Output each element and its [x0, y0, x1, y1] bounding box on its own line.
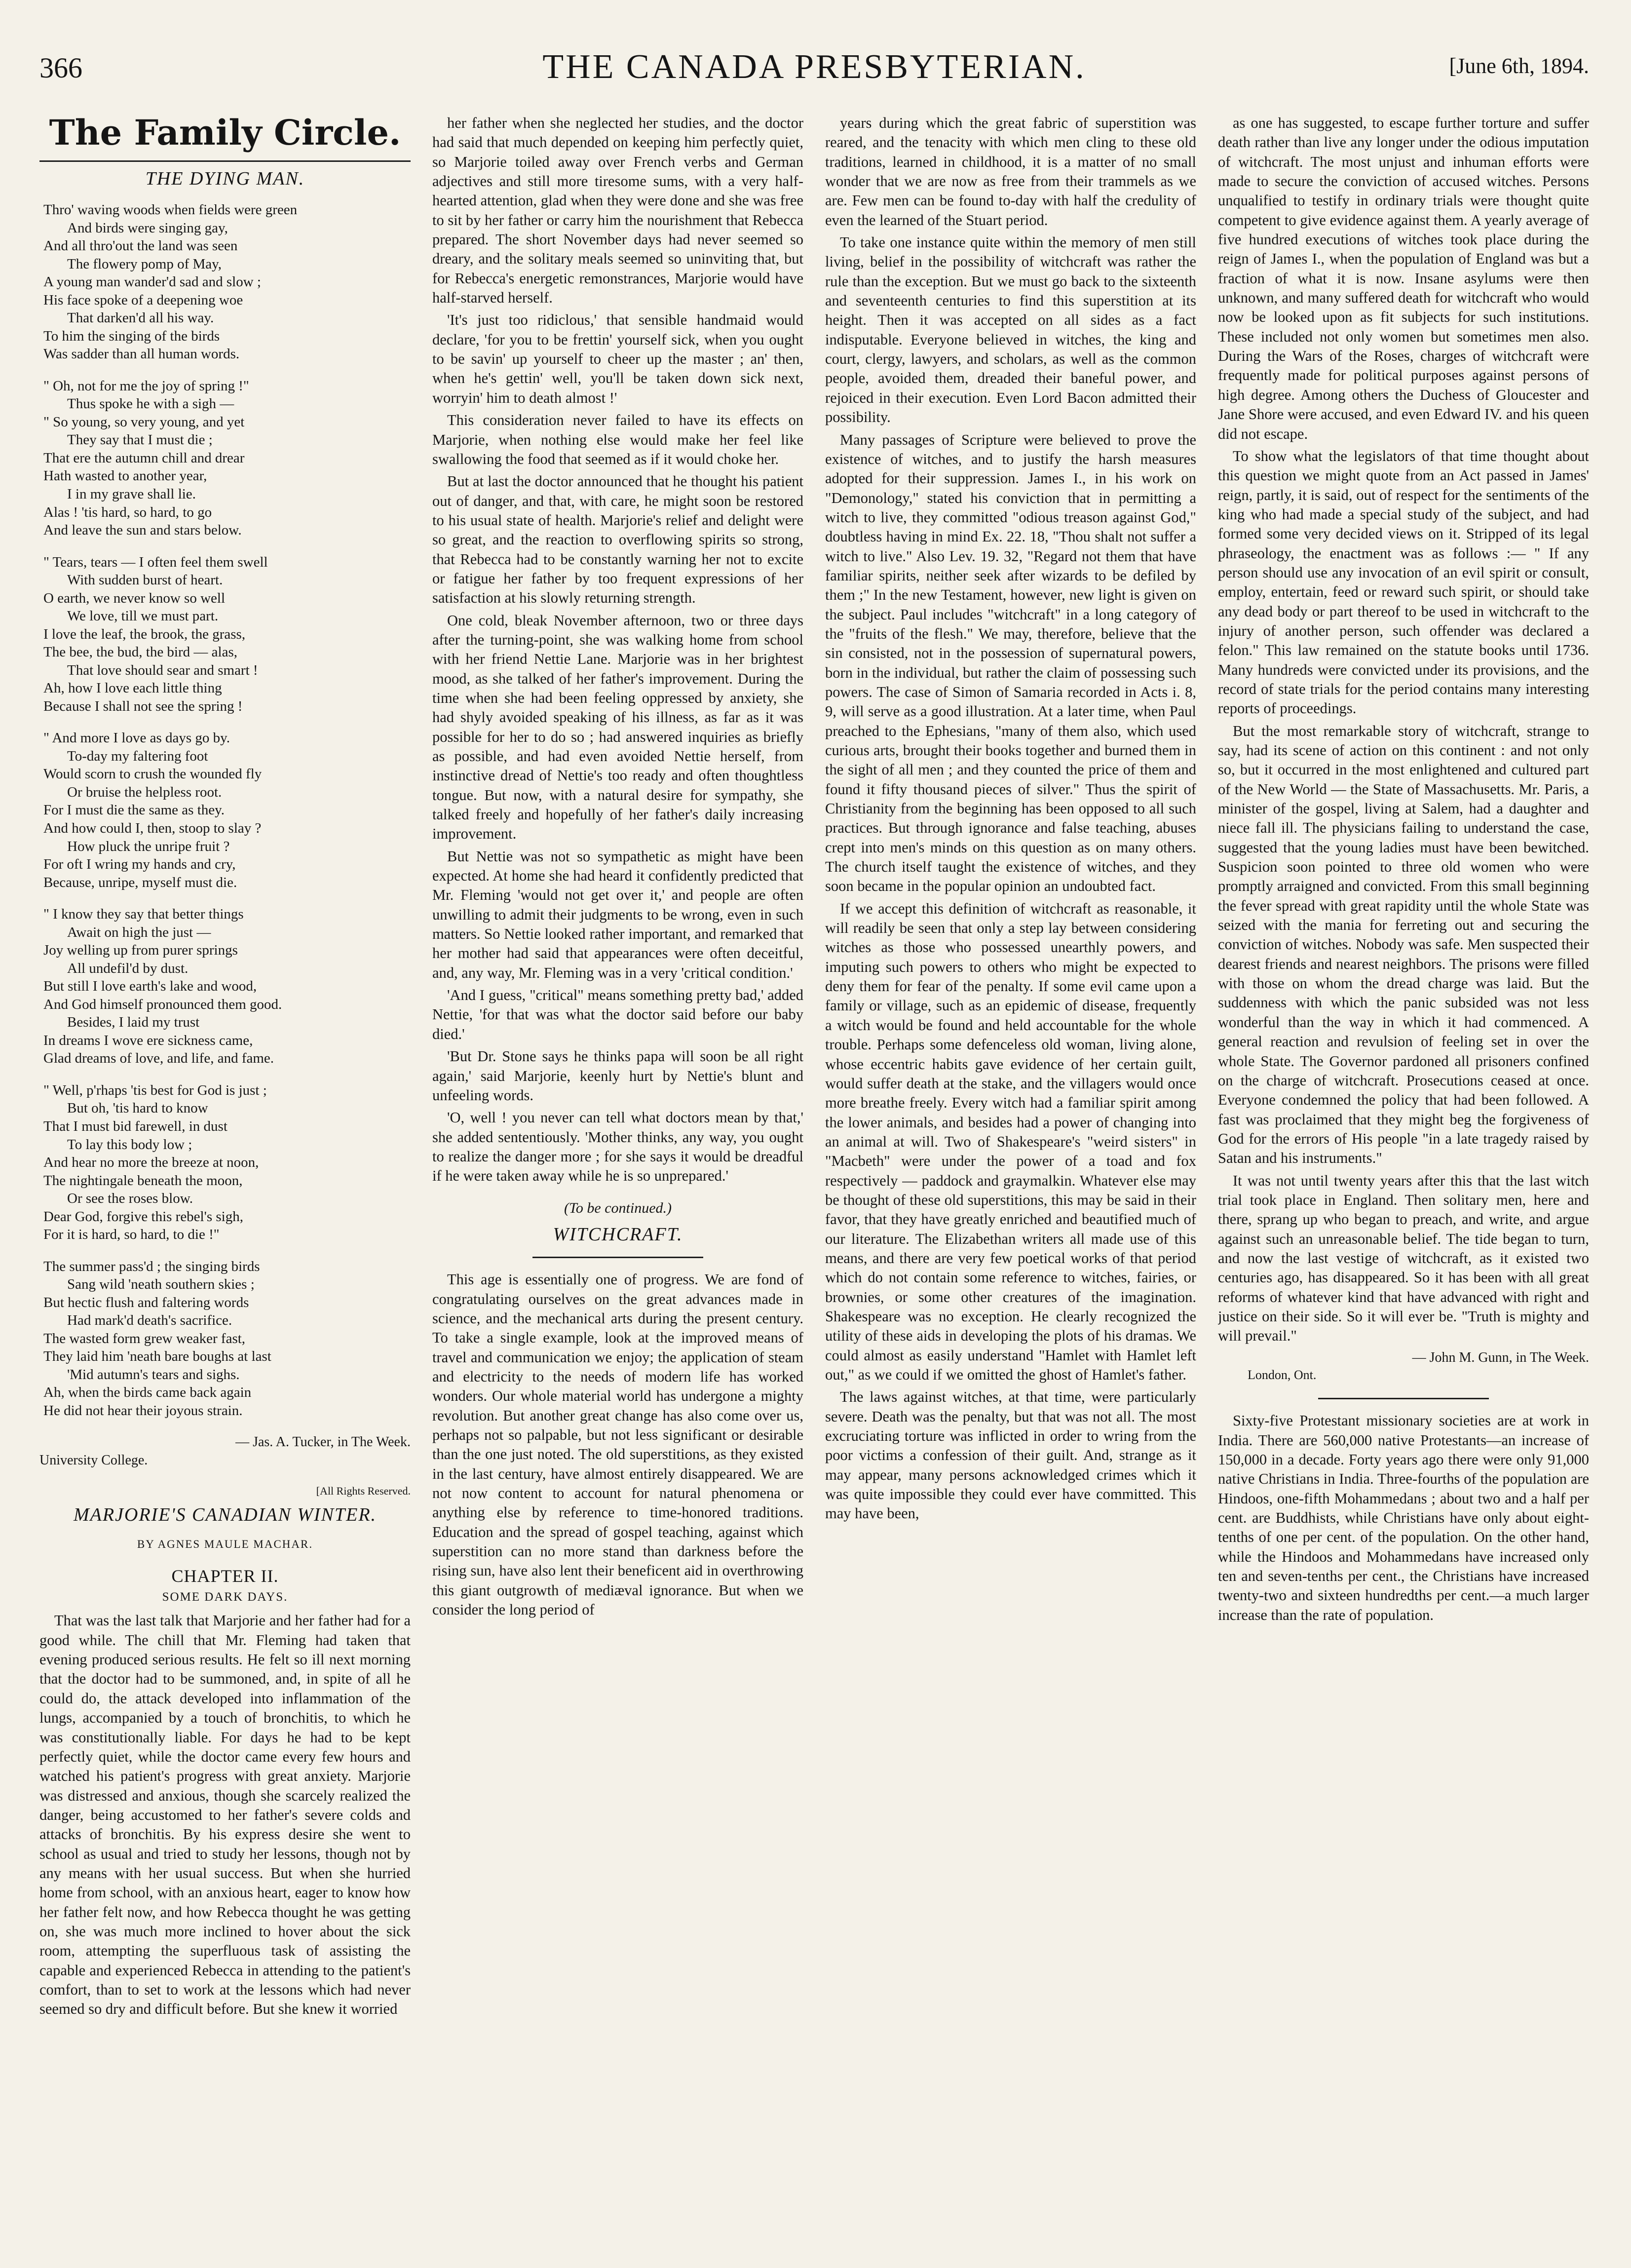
heading-rule: [39, 160, 411, 162]
poem-line: " Tears, tears — I often feel them swell: [43, 554, 268, 570]
poem-line: For I must die the same as they.: [43, 802, 225, 818]
poem-line: But still I love earth's lake and wood,: [43, 978, 257, 995]
poem-line: In dreams I wove ere sickness came,: [43, 1032, 253, 1048]
section-rule: [1318, 1398, 1489, 1399]
column-4: [1218, 114, 1589, 2256]
poem-stanza: [43, 553, 411, 716]
poem-line: The nightingale beneath the moon,: [43, 1172, 243, 1189]
poem-line: To-day my faltering foot: [67, 748, 208, 764]
poem-line: Besides, I laid my trust: [67, 1014, 200, 1031]
story-text-col1: [39, 1611, 411, 2019]
essay-signature: — John M. Gunn, in The Week.: [1412, 1349, 1589, 1365]
paragraph: 'But Dr. Stone says he thinks papa will soon be all right again,' said Marjorie, keenly hurt by Nettie's blunt and unfeeling words.: [432, 1048, 803, 1104]
paragraph: It was not until twenty years after this that the last witch trial took place in England. Then solitary men, here and there, sprang up who began to preach, and write, and argue against such an unreasonable belief. The tide began to turn, and now the last vestige of witchcraft, as it existed two centuries ago, has disappeared. So it has been with all great reforms of whatever kind that have advanced with right and justice on their side. So it will ever be. "Truth is mighty and will prevail.": [1218, 1172, 1589, 1345]
poem-stanza: [43, 201, 411, 363]
poem-line: For oft I wring my hands and cry,: [43, 856, 236, 873]
poem-attribution: — Jas. A. Tucker, in The Week.: [235, 1434, 411, 1450]
poem-line: O earth, we never know so well: [43, 590, 226, 606]
paragraph: To take one instance quite within the memory of men still living, belief in the possibility of witchcraft was rather the rule than the exception. But we must go back to the sixteenth and seventeenth centuries to find this superstition at its height. Then it was accepted on all sides as a fact indisputable. Everyone believed in witches, the king and court, clergy, lawyers, and scholars, as well as the common people, avoided them, dreaded their baneful power, and rejoiced in their execution. Even Lord Bacon admitted their possibility.: [825, 234, 1196, 426]
poem-line: And leave the sun and stars below.: [43, 522, 242, 538]
paragraph: 'And I guess, "critical" means something pretty bad,' added Nettie, 'for that was what the doctor said before our baby died.': [432, 987, 803, 1042]
essay-title-rule: [532, 1257, 703, 1258]
poem-line: Would scorn to crush the wounded fly: [43, 766, 262, 782]
poem-line: How pluck the unripe fruit ?: [67, 838, 230, 854]
missions-note: Sixty-five Protestant missionary societies are at work in India. There are 560,000 native Protestants—an increase of 150,000 in a decade. Forty years ago there were only 91,000 native Christians in India. Three-fourths of the population are Hindoos, one-fifth Mohammedans ; about two and a half per cent. are Buddhists, while Christians have only about eight-tenths of one per cent. of the population. On the other hand, while the Hindoos and Mohammedans have increased only ten and seven-tenths per cent., the Christians have increased twenty-two and sixteen hundredths per cent.—a much larger increase than the rate of population.: [1218, 1412, 1589, 1623]
poem-line: And all thro'out the land was seen: [43, 238, 238, 254]
poem-line: Had mark'd death's sacrifice.: [67, 1312, 232, 1329]
poem-line: To him the singing of the birds: [43, 328, 220, 344]
poem-line: We love, till we must part.: [67, 608, 219, 624]
essay-signature-place: London, Ont.: [1248, 1367, 1317, 1382]
poem-line: Ah, when the birds came back again: [43, 1384, 252, 1401]
poem-line: And God himself pronounced them good.: [43, 996, 282, 1012]
poem-line: But hectic flush and faltering words: [43, 1294, 249, 1310]
poem-line: And birds were singing gay,: [67, 220, 228, 236]
paragraph: 'It's just too ridiclous,' that sensible handmaid would declare, 'for you to be frettin' yourself sick, when you ought to be savin' up yourself to cheer up the master ; an' then, when he's gettin' well, you'll be taken down sick next, worryin' him to death almost !': [432, 311, 803, 406]
poem-line: Await on high the just —: [67, 924, 211, 940]
paragraph: This consideration never failed to have its effects on Marjorie, when nothing else would make her feel like swallowing the food that seemed as if it would choke her.: [432, 412, 803, 467]
paragraph: To show what the legislators of that time thought about this question we might quote from an Act passed in James' reign, partly, it is said, out of respect for the sentiments of the king who had made a special study of the subject, and had formed some very decided views on it. Stripped of its legal phraseology, the enactment was as follows :— " If any person should use any invocation of an evil spirit or consult, employ, entertain, feed or reward such spirit, or should take any dead body or part thereof to be used in witchcraft to the injury of another person, such offender was declared a felon." This law remained on the statute books until 1736. Many hundreds were convicted under its provisions, and the record of state trials for the period contains many interesting reports of proceedings.: [1218, 447, 1589, 717]
issue-date: [June 6th, 1894.: [1449, 54, 1589, 78]
to-be-continued: (To be continued.): [564, 1199, 672, 1216]
poem-line: " So young, so very young, and yet: [43, 414, 245, 430]
column-1: [39, 114, 411, 2256]
poem-line: Because I shall not see the spring !: [43, 698, 243, 714]
story-author: BY AGNES MAULE MACHAR.: [137, 1538, 313, 1551]
paragraph: her father when she neglected her studies, and the doctor had said that much depended on keeping him perfectly quiet, so Marjorie toiled away over French verbs and German adjectives and still more tiresome sums, with a very half-hearted attention, glad when they were done and she was free to sit by her father or carry him the nourishment that Rebecca prepared. The short November days had never seemed so dreary, and the solitary meals seemed so uninviting that, but for Rebecca's energetic remonstrances, Marjorie would have half-starved herself.: [432, 115, 803, 307]
poem-line: Or bruise the helpless root.: [67, 784, 222, 800]
poem-stanza: [43, 729, 411, 891]
poem-line: His face spoke of a deepening woe: [43, 292, 243, 308]
poem-line: " Well, p'rhaps 'tis best for God is just ;: [43, 1082, 267, 1098]
poem-line: That ere the autumn chill and drear: [43, 450, 245, 466]
poem-line: Dear God, forgive this rebel's sigh,: [43, 1208, 243, 1225]
poem-line: Glad dreams of love, and life, and fame.: [43, 1050, 274, 1067]
poem-attribution-place: University College.: [39, 1452, 148, 1468]
poem-stanza: [43, 1081, 411, 1244]
poem-line: The bee, the bud, the bird — alas,: [43, 644, 237, 660]
poem-stanza: [43, 1258, 411, 1420]
poem-line: That love should sear and smart !: [67, 662, 258, 678]
poem-line: That I must bid farewell, in dust: [43, 1118, 228, 1134]
paragraph: Many passages of Scripture were believed to prove the existence of witches, and to justify the harsh measures adopted for their suppression. James I., in his work on "Demonology," stated his conviction that in permitting a witch to live, they committed "odious treason against God," doubtless having in mind Ex. 22. 18, "Thou shalt not suffer a witch to live." Also Lev. 19. 32, "Regard not them that have familiar spirits, neither seek after wizards to be defiled by them ;" In the new Testament, however, new light is given on the subject. Paul includes "witchcraft" in a long category of the "fruits of the flesh." We may, therefore, believe that the sin consisted, not in the possession of supernatural powers, born in the individual, but rather the claim of possessing such powers. The case of Simon of Samaria recorded in Acts i. 8, 9, will serve as a good illustration. At a later time, when Paul preached to the Ephesians, "many of them also, which used curious arts, brought their books together and burned them in the sight of all men ; and they counted the price of them and found it fifty thousand pieces of silver." Thus the spirit of Christianity from the beginning has been opposed to all such practices. But through ignorance and false teaching, abuses crept into men's minds on this question as on many others. The church itself taught the existence of witches, and they soon became in the popular opinion an undoubted fact.: [825, 431, 1196, 895]
poem-line: The summer pass'd ; the singing birds: [43, 1258, 260, 1274]
poem-line: They laid him 'neath bare boughs at last: [43, 1348, 271, 1365]
essay-title: WITCHCRAFT.: [553, 1224, 683, 1245]
rights-notice: [All Rights Reserved.: [316, 1484, 411, 1497]
essay-text-col2: [432, 1270, 803, 1619]
page-number: 366: [39, 52, 82, 84]
masthead: [39, 48, 1589, 106]
paragraph: One cold, bleak November afternoon, two or three days after the turning-point, she was walking home from school with her friend Nettie Lane. Marjorie was in her brightest mood, as she talked of her father's improvement. During the time when she had been feeling oppressed by anxiety, she had shyly avoided speaking of his illness, as far as it was possible for her to do so ; had answered inquiries as briefly as possible, and had even avoided Nettie herself, from instinctive dread of Nettie's too ready and often thoughtless tongue. But now, with a natural desire for sympathy, she talked freely and hopefully of her father's daily increasing improvement.: [432, 612, 803, 843]
poem-stanza: [43, 377, 411, 539]
poem-line: 'Mid autumn's tears and sighs.: [67, 1366, 240, 1383]
paragraph: That was the last talk that Marjorie and her father had for a good while. The chill that Mr. Fleming had taken that evening produced serious results. He felt so ill next morning that the doctor had to be summoned, and, in spite of all he could do, the attack developed into inflammation of the lungs, accompanied by a touch of bronchitis, to which he was constitutionally liable. For days he had to be kept perfectly quiet, while the doctor came every few hours and watched his patient's progress with great anxiety. Marjorie was distressed and anxious, though she scarcely realized the danger, being accustomed to her father's severe colds and attacks of bronchitis. By his express desire she went to school as usual and tried to study her lessons, though not by any means with her usual success. But when she hurried home from school, with an anxious heart, eager to know how her father felt now, and how Rebecca thought he was getting on, she was much more inclined to hover about the sick room, attempting the superfluous task of assisting the capable and experienced Rebecca in attending to the patient's comfort, than to set to work at the lessons which had never seemed so dry and difficult before. But she knew it worried: [39, 1612, 411, 2018]
poem-line: That darken'd all his way.: [67, 310, 214, 326]
poem-line: For it is hard, so hard, to die !": [43, 1227, 220, 1243]
poem-line: Hath wasted to another year,: [43, 468, 207, 484]
paragraph: This age is essentially one of progress. We are fond of congratulating ourselves on the great advances made in science, and the mechanical arts during the present century. To take a single example, look at the improved means of travel and communication we enjoy; the application of steam and electricity to the needs of modern life has worked wonders. Our whole material world has undergone a mighty revolution. But another great change has also come over us, perhaps not so palpable, but not less significant or desirable than the one just noted. The old superstitions, as they existed in the last century, have almost entirely disappeared. We are not now content to account for natural phenomena or anything else by reference to time-honored traditions. Education and the spread of gospel teaching, against which superstition can no more stand than darkness before the rising sun, have also lent their beneficent aid in overthrowing this giant outgrowth of mediæval ignorance. But when we consider the long period of: [432, 1271, 803, 1618]
paragraph: The laws against witches, at that time, were particularly severe. Death was the penalty, but that was not all. The most excruciating torture was inflicted in order to wring from the poor victims a confession of their guilt. And, strange as it may appear, many persons acknowledged crimes which it was quite impossible they could ever have committed. This may have been,: [825, 1388, 1196, 1522]
paragraph: as one has suggested, to escape further torture and suffer death rather than live any longer under the odious imputation of witchcraft. The most unjust and inhuman efforts were made to secure the conviction of accused witches. Persons unqualified to testify in ordinary trials were thought quite competent to give evidence against them. A yearly average of five hundred executions of witches took place during the reign of James I., when the population of England was but a fraction of what it is now. Insane asylums were then unknown, and many suffered death for witchcraft who would now be looked upon as fit subjects for such institutions. These included not only women but sometimes men also. During the Wars of the Roses, charges of witchcraft were frequently made for political purposes against persons of high degree. Among others the Duchess of Gloucester and Jane Shore were accused, and even Edward IV. and his queen did not escape.: [1218, 115, 1589, 442]
poem-line: A young man wander'd sad and slow ;: [43, 274, 261, 290]
paper-title: THE CANADA PRESBYTERIAN.: [542, 48, 1086, 86]
paragraph: But at last the doctor announced that he thought his patient out of danger, and that, with care, he might soon be restored to his usual state of health. Marjorie's relief and delight were so great, and the reaction to overflowing spirits so strong, that Rebecca had to be constantly warning her not to excite or fatigue her father by too frequent expressions of her satisfaction at his slowly returning strength.: [432, 473, 803, 607]
poem-line: I in my grave shall lie.: [67, 486, 196, 502]
story-title: MARJORIE'S CANADIAN WINTER.: [73, 1504, 377, 1526]
poem-line: Or see the roses blow.: [67, 1191, 193, 1207]
poem-line: All undefil'd by dust.: [67, 960, 189, 976]
poem-line: But oh, 'tis hard to know: [67, 1100, 208, 1116]
poem-line: Thro' waving woods when fields were green: [43, 202, 298, 218]
paragraph: If we accept this definition of witchcraft as reasonable, it will readily be seen that only a step lay between considering witches as those who possessed unearthly powers, and imputing such powers to others who might be expected to deny them for fear of the penalty. If some evil came upon a family or village, such as an epidemic of disease, frequently a witch would be found and held accountable for the whole trouble. Perhaps some defenceless old woman, living alone, whose eccentric habits gave evidence of her certain guilt, would suffer death at the stake, and the villagers would once more breathe freely. Every witch had a familiar spirit among the lower animals, and besides had a power of changing into an animal at will. Two of Shakespeare's "weird sisters" in "Macbeth" were under the power of a toad and fox respectively — paddock and graymalkin. Whatever else may be thought of these old superstitions, this may be said in their favor, that they have greatly enriched and beautified much of our literature. The Elizabethan writers all made use of this means, and there are very few poetical works of that period which do not contain some reference to witches, fairies, or brownies, or some other creatures of the imagination. Shakespeare was no exception. He clearly recognized the utility of these aids in developing the plots of his dramas. We could almost as easily understand "Hamlet with Hamlet left out," as we could if we omitted the ghost of Hamlet's father.: [825, 900, 1196, 1383]
paragraph: years during which the great fabric of superstition was reared, and the tenacity with which men cling to these old traditions, learned in childhood, it is a matter of no small wonder that we are now as free from their trammels as we are. Few men can be found to-day with half the credulity of even the learned of the Stuart period.: [825, 115, 1196, 229]
poem-title: THE DYING MAN.: [145, 168, 305, 189]
poem-line: The wasted form grew weaker fast,: [43, 1330, 246, 1346]
poem-line: " Oh, not for me the joy of spring !": [43, 378, 249, 394]
poem-line: Joy welling up from purer springs: [43, 942, 238, 959]
poem-line: The flowery pomp of May,: [67, 256, 222, 272]
chapter-subtitle: SOME DARK DAYS.: [162, 1590, 288, 1604]
chapter-heading: CHAPTER II.: [171, 1566, 279, 1586]
poem-line: He did not hear their joyous strain.: [43, 1402, 243, 1419]
department-heading: The Family Circle.: [49, 114, 401, 153]
story-text-col2: [432, 114, 803, 1186]
poem-line: To lay this body low ;: [67, 1136, 192, 1153]
poem-body: [39, 201, 411, 1420]
poem-line: Alas ! 'tis hard, so hard, to go: [43, 504, 212, 520]
poem-line: They say that I must die ;: [67, 432, 213, 448]
poem-line: " I know they say that better things: [43, 906, 244, 923]
poem-line: And how could I, then, stoop to slay ?: [43, 820, 262, 837]
paragraph: But the most remarkable story of witchcraft, strange to say, had its scene of action on this continent : and not only so, but it occurred in the most enlightened and cultured part of the New World — the State of Massachusetts. Mr. Paris, a minister of the gospel, living at Salem, had a daughter and niece fall ill. The physicians failing to understand the case, suggested that the young ladies must have been bewitched. Suspicion soon pointed to three old women who were promptly arraigned and convicted. From this small beginning the fever spread with great rapidity until the whole State was seized with the mania for ferreting out and securing the conviction of witches. Nobody was safe. Men suspected their dearest friends and nearest neighbors. The prisons were filled with those on whom the dread charge was laid. But the suddenness with which the panic subsided was not less wonderful than the way in which it had commenced. A general reaction and revulsion of feeling set in over the whole State. The Governor pardoned all prisoners confined on the charge of witchcraft. Prosecutions ceased at once. Everyone condemned the policy that had been followed. A fast was proclaimed that they might beg the forgiveness of God for the errors of His people "in a late tragedy raised by Satan and his instruments.": [1218, 722, 1589, 1167]
poem-line: And hear no more the breeze at noon,: [43, 1154, 259, 1171]
poem-line: Was sadder than all human words.: [43, 346, 240, 362]
poem-line: With sudden burst of heart.: [67, 572, 223, 588]
poem-line: Thus spoke he with a sigh —: [67, 396, 234, 412]
columns: [39, 114, 1589, 2256]
poem-line: Because, unripe, myself must die.: [43, 874, 237, 890]
paragraph: But Nettie was not so sympathetic as might have been expected. At home she had heard it confidently predicted that Mr. Fleming 'would not get over it,' and people are often unwilling to admit their judgments to be wrong, even in such matters. So Nettie looked rather important, and remarked that her mother had said that appearances were often deceitful, and, any way, Mr. Fleming was in a very 'critical condition.': [432, 847, 803, 981]
poem-line: I love the leaf, the brook, the grass,: [43, 626, 246, 642]
column-3: [825, 114, 1196, 2256]
column-2: [432, 114, 803, 2256]
poem-stanza: [43, 905, 411, 1068]
poem-line: " And more I love as days go by.: [43, 730, 230, 746]
poem-line: Ah, how I love each little thing: [43, 680, 222, 696]
poem-line: Sang wild 'neath southern skies ;: [67, 1276, 255, 1293]
paragraph: 'O, well ! you never can tell what doctors mean by that,' she added sententiously. 'Mother thinks, any way, you ought to realize the danger more ; for she says it would be dreadful if he were taken away while he is so unprepared.': [432, 1109, 803, 1185]
